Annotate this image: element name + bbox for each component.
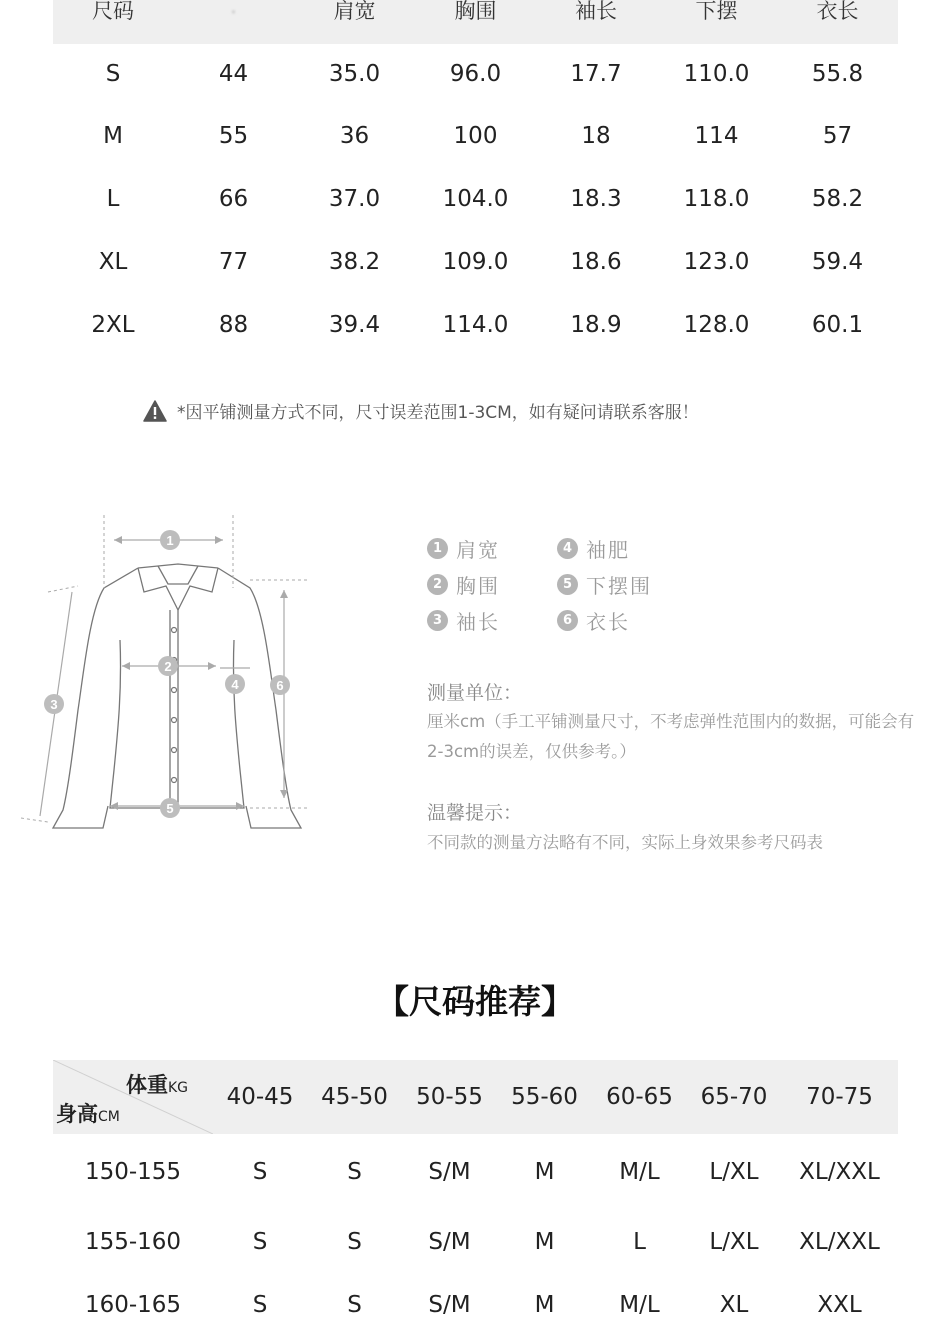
height-range-cell: 150-155 bbox=[84, 1159, 182, 1185]
table-cell: 59.4 bbox=[811, 248, 864, 275]
legend-item bbox=[557, 534, 687, 562]
legend-number: 6 bbox=[557, 610, 578, 631]
table-cell: M/L bbox=[619, 1159, 660, 1185]
table-cell: S bbox=[105, 61, 121, 87]
table-row bbox=[53, 293, 898, 356]
weight-range-header: 50-55 bbox=[416, 1084, 483, 1110]
table-cell: XL/XXL bbox=[799, 1159, 880, 1185]
table-row bbox=[53, 167, 898, 230]
measure-unit-title: 测量单位： bbox=[427, 682, 523, 704]
table-cell: 38.2 bbox=[328, 248, 381, 275]
table-cell: M/L bbox=[619, 1291, 660, 1318]
table-cell: M bbox=[534, 1291, 555, 1318]
legend-item bbox=[557, 606, 687, 634]
legend-label: 胸围 bbox=[456, 573, 500, 598]
header-chest: 胸围 bbox=[454, 0, 497, 23]
measurement-note bbox=[143, 398, 699, 423]
table-cell: 58.2 bbox=[811, 185, 864, 212]
table-cell: L bbox=[106, 185, 120, 212]
table-row bbox=[53, 1134, 898, 1210]
weight-range-header: 45-50 bbox=[321, 1084, 388, 1110]
table-cell: S/M bbox=[428, 1228, 471, 1255]
header-size: 尺码 bbox=[92, 0, 134, 23]
table-cell: 66 bbox=[218, 185, 249, 212]
marker-4: 4 bbox=[231, 677, 239, 692]
legend-number: 3 bbox=[427, 610, 448, 631]
table-cell: 17.7 bbox=[570, 61, 622, 87]
weight-range-header: 40-45 bbox=[226, 1084, 294, 1110]
header-sleeve: 袖长 bbox=[575, 0, 617, 23]
table-cell: M bbox=[103, 122, 123, 149]
table-cell: 18.9 bbox=[570, 311, 622, 338]
table-row bbox=[53, 1273, 898, 1332]
table-cell: 118.0 bbox=[683, 185, 750, 212]
table-cell: 128.0 bbox=[683, 311, 750, 338]
table-cell: XL bbox=[719, 1291, 749, 1318]
header-hem: 下摆 bbox=[695, 0, 738, 23]
legend-item bbox=[427, 534, 557, 562]
marker-2: 2 bbox=[164, 659, 172, 674]
table-cell: 18.6 bbox=[570, 248, 622, 275]
tips-text: 不同款的测量方法略有不同，实际上身效果参考尺码表 bbox=[427, 833, 823, 852]
table-cell: 55.8 bbox=[811, 61, 864, 87]
table-row bbox=[53, 104, 898, 167]
corner-header bbox=[53, 1060, 213, 1134]
size-chart-table bbox=[53, 0, 898, 356]
marker-1: 1 bbox=[166, 533, 174, 548]
weight-range-header: 60-65 bbox=[606, 1084, 673, 1110]
table-cell: 36 bbox=[339, 122, 370, 149]
table-cell: 35.0 bbox=[328, 61, 381, 87]
legend-item bbox=[427, 606, 557, 634]
weight-range-header: 55-60 bbox=[511, 1084, 578, 1110]
legend-label: 袖肥 bbox=[586, 537, 630, 562]
table-cell: 88 bbox=[218, 311, 249, 338]
table-cell: XXL bbox=[817, 1291, 862, 1318]
header-blurred: · bbox=[230, 2, 237, 23]
height-axis-label: 身高CM bbox=[56, 1102, 120, 1126]
legend-number: 1 bbox=[427, 538, 448, 559]
table-cell: 114 bbox=[694, 122, 739, 149]
table-cell: 18.3 bbox=[570, 185, 622, 212]
table-cell: 37.0 bbox=[328, 185, 381, 212]
legend-number: 2 bbox=[427, 574, 448, 595]
marker-3: 3 bbox=[50, 697, 58, 712]
table-cell: L/XL bbox=[709, 1228, 759, 1255]
table-cell: 57 bbox=[822, 122, 853, 149]
legend-item bbox=[427, 570, 557, 598]
height-range-cell: 155-160 bbox=[84, 1228, 182, 1255]
height-range-cell: 160-165 bbox=[84, 1291, 182, 1318]
table-cell: S bbox=[252, 1159, 268, 1185]
table-cell: M bbox=[534, 1228, 555, 1255]
table-cell: 114.0 bbox=[442, 311, 509, 338]
weight-range-header: 65-70 bbox=[700, 1084, 768, 1110]
weight-range-header: 70-75 bbox=[806, 1084, 873, 1110]
measurement-legend bbox=[427, 534, 687, 634]
table-cell: S bbox=[252, 1291, 268, 1318]
table-cell: L bbox=[633, 1228, 646, 1255]
shirt-measurement-diagram bbox=[18, 510, 318, 840]
table-row bbox=[53, 230, 898, 293]
table-cell: XL/XXL bbox=[799, 1228, 880, 1255]
marker-5: 5 bbox=[166, 801, 174, 816]
note-text: *因平铺测量方式不同，尺寸误差范围1-3CM，如有疑问请联系客服！ bbox=[177, 403, 699, 423]
legend-label: 肩宽 bbox=[456, 537, 500, 562]
table-cell: S bbox=[347, 1159, 362, 1185]
table-cell: 100 bbox=[453, 122, 498, 149]
warning-icon bbox=[143, 400, 167, 422]
table-cell: S/M bbox=[428, 1291, 471, 1318]
table-cell: 44 bbox=[218, 61, 249, 87]
table-cell: 2XL bbox=[91, 311, 135, 338]
table-cell: 96.0 bbox=[449, 61, 502, 87]
table-cell: M bbox=[534, 1159, 555, 1185]
table-cell: 109.0 bbox=[442, 248, 509, 275]
table-cell: 104.0 bbox=[442, 185, 509, 212]
legend-item bbox=[557, 570, 687, 598]
size-recommendation-table bbox=[53, 1060, 898, 1332]
size-chart-header-row bbox=[53, 0, 898, 44]
table-cell: 18 bbox=[581, 122, 611, 149]
legend-label: 袖长 bbox=[456, 609, 500, 634]
recommend-header-row bbox=[53, 1060, 898, 1134]
marker-6: 6 bbox=[276, 678, 284, 693]
table-cell: 60.1 bbox=[811, 311, 864, 338]
header-length: 衣长 bbox=[816, 0, 859, 23]
header-shoulder: 肩宽 bbox=[333, 0, 376, 23]
table-cell: 55 bbox=[218, 122, 249, 149]
table-cell: 123.0 bbox=[683, 248, 750, 275]
table-cell: 39.4 bbox=[328, 311, 381, 338]
table-cell: S bbox=[252, 1228, 268, 1255]
weight-axis-label: 体重KG bbox=[126, 1073, 189, 1097]
legend-label: 衣长 bbox=[586, 609, 630, 634]
table-row bbox=[53, 44, 898, 104]
tips-title: 温馨提示： bbox=[427, 802, 523, 824]
table-cell: L/XL bbox=[709, 1159, 759, 1185]
diagram-markers bbox=[44, 530, 290, 818]
legend-label: 下摆围 bbox=[586, 573, 652, 598]
table-cell: XL bbox=[98, 248, 128, 275]
measure-unit-text: 厘米cm（手工平铺测量尺寸，不考虑弹性范围内的数据，可能会有2-3cm的误差，仅供参考。） bbox=[427, 712, 915, 761]
table-cell: S/M bbox=[428, 1159, 471, 1185]
recommend-heading: 【尺码推荐】 bbox=[376, 982, 574, 1021]
table-cell: S bbox=[347, 1291, 362, 1318]
table-cell: 110.0 bbox=[683, 61, 750, 87]
legend-number: 5 bbox=[557, 574, 578, 595]
table-cell: S bbox=[347, 1228, 362, 1255]
legend-number: 4 bbox=[557, 538, 578, 559]
table-cell: 77 bbox=[218, 248, 249, 275]
table-row bbox=[53, 1210, 898, 1273]
